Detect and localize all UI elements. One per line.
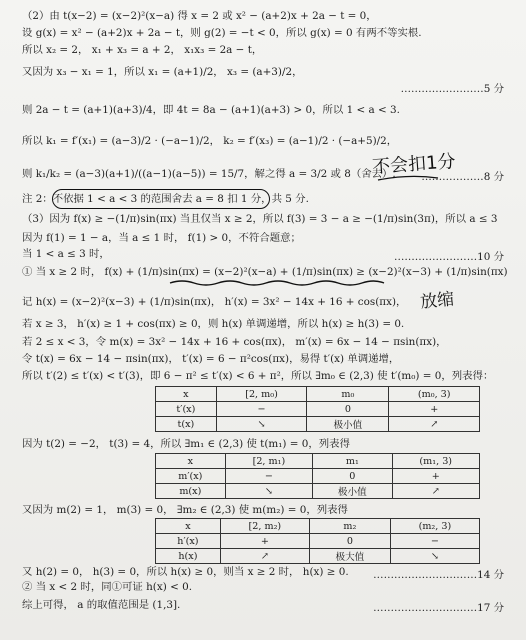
solution-line: 令 t(x) = 6x − 14 − πsin(πx)， t′(x) = 6 − π²cos(πx)，易得 t′(x) 单调递增， [22, 353, 400, 365]
table-cell: t(x) [156, 417, 217, 432]
solution-line: 又 h(2) = 0， h(3) = 0，所以 h(x) ≥ 0，则当 x ≥ 2 时， h(x) ≥ 0. [22, 566, 349, 578]
grading-note: 注 2：不依据 1 < a < 3 的范围舍去 a = 8 扣 1 分，共 5 分. [22, 193, 309, 205]
solution-line: （2）由 t(x−2) = (x−2)²(x−a) 得 x = 2 或 x² − (a+2)x + 2a − t = 0， [22, 10, 377, 22]
solution-line: 记 h(x) = (x−2)²(x−3) + (1/π)sin(πx)， h′(x) = 3x² − 14x + 16 + cos(πx)， [22, 296, 407, 308]
table-cell: + [389, 402, 480, 417]
table-cell: [2, m₁) [225, 454, 312, 469]
table-cell: h′(x) [156, 534, 221, 549]
table-cell: ↘ [390, 549, 479, 564]
solution-line: 当 1 < a ≤ 3 时， [22, 248, 110, 260]
table-cell: ↗ [220, 549, 309, 564]
solution-line: 因为 t(2) = −2， t(3) = 4，所以 ∃m₁ ∈ (2,3) 使 t(m₁) = 0，列表得 [22, 438, 350, 450]
score-mark: …………………………14 分 [373, 569, 504, 581]
table-cell: [2, m₀) [216, 387, 307, 402]
table-cell: m₀ [307, 387, 389, 402]
solution-line: （3）因为 f(x) ≥ −(1/π)sin(πx) 当且仅当 x ≥ 2，所以 f(3) = 3 − a ≥ −(1/π)sin(3π)，所以 a ≤ 3 [22, 213, 498, 225]
solution-line: 因为 f(1) = 1 − a，当 a ≤ 1 时， f(1) > 0，不符合题意； [22, 232, 301, 244]
table-cell: 极小值 [307, 417, 389, 432]
solution-line: 所以 t′(2) ≤ t′(x) < t′(3)，即 6 − π² ≤ t′(x) < 6 + π²，所以 ∃m₀ ∈ (2,3) 使 t′(m₀) = 0，列表得： [22, 370, 494, 382]
score-mark: ………………8 分 [421, 171, 504, 183]
table-cell: 极大值 [309, 549, 390, 564]
table-cell: − [225, 469, 312, 484]
table-cell: ↗ [389, 417, 480, 432]
table-cell: m₂ [309, 519, 390, 534]
table-cell: (m₂, 3) [390, 519, 479, 534]
table-cell: + [392, 469, 480, 484]
score-mark: ……………………5 分 [400, 83, 504, 95]
score-mark: ……………………10 分 [393, 251, 504, 263]
table-cell: 0 [307, 402, 389, 417]
solution-line: 综上可得， a 的取值范围是 (1,3]. [22, 599, 181, 611]
table-cell: x [156, 387, 217, 402]
table-cell: t′(x) [156, 402, 217, 417]
table-cell: (m₀, 3) [389, 387, 480, 402]
table-cell: ↘ [225, 484, 312, 499]
table-cell: − [216, 402, 307, 417]
table-cell: m(x) [156, 484, 226, 499]
handwritten-note: 不会扣1分 [371, 151, 457, 178]
table-cell: − [390, 534, 479, 549]
table-cell: m₁ [313, 454, 392, 469]
table-cell: + [220, 534, 309, 549]
solution-line: 若 2 ≤ x < 3，令 m(x) = 3x² − 14x + 16 + cos(πx)， m′(x) = 6x − 14 − πsin(πx)， [22, 336, 447, 348]
table-cell: h(x) [156, 549, 221, 564]
solution-line: ② 当 x < 2 时，同①可证 h(x) < 0. [22, 581, 193, 593]
solution-line: 若 x ≥ 3， h′(x) ≥ 1 + cos(πx) ≥ 0，则 h(x) 单调递增，所以 h(x) ≥ h(3) = 0. [22, 318, 405, 330]
solution-line: 所以 k₁ = f′(x₁) = (a−3)/2 · (−a−1)/2， k₂ = f′(x₃) = (a−1)/2 · (−a+5)/2， [22, 135, 398, 147]
solution-line: 又因为 m(2) = 1， m(3) = 0， ∃m₂ ∈ (2,3) 使 m(m₂) = 0，列表得 [22, 504, 348, 516]
table-cell: 0 [309, 534, 390, 549]
score-mark: …………………………17 分 [373, 602, 504, 614]
solution-line: 所以 x₂ = 2， x₁ + x₃ = a + 2， x₁x₃ = 2a − t， [22, 44, 263, 56]
solution-line: ① 当 x ≥ 2 时， f(x) + (1/π)sin(πx) = (x−2)²(x−a) + (1/π)sin(πx) ≥ (x−2)²(x−3) + (1/π)sin(πx) [22, 266, 508, 278]
table-cell: m′(x) [156, 469, 226, 484]
table-cell: ↗ [392, 484, 480, 499]
solution-line: 则 k₁/k₂ = (a−3)(a+1)/((a−1)(a−5)) = 15/7，解之得 a = 3/2 或 8（舍去）. [22, 168, 396, 180]
solution-line: 又因为 x₃ − x₁ = 1，所以 x₁ = (a+1)/2， x₃ = (a+3)/2， [22, 66, 303, 78]
table-cell: 极小值 [313, 484, 392, 499]
table-cell: x [156, 454, 226, 469]
solution-line: 设 g(x) = x² − (a+2)x + 2a − t，则 g(2) = −t < 0，所以 g(x) = 0 有两不等实根. [22, 27, 422, 39]
handwritten-note: 放缩 [419, 289, 456, 313]
table-cell: (m₁, 3) [392, 454, 480, 469]
table-cell: [2, m₂) [220, 519, 309, 534]
table-cell: 0 [313, 469, 392, 484]
solution-line: 则 2a − t = (a+1)(a+3)/4，即 4t = 8a − (a+1)(a+3) > 0，所以 1 < a < 3. [22, 104, 400, 116]
table-cell: ↘ [216, 417, 307, 432]
table-cell: x [156, 519, 221, 534]
